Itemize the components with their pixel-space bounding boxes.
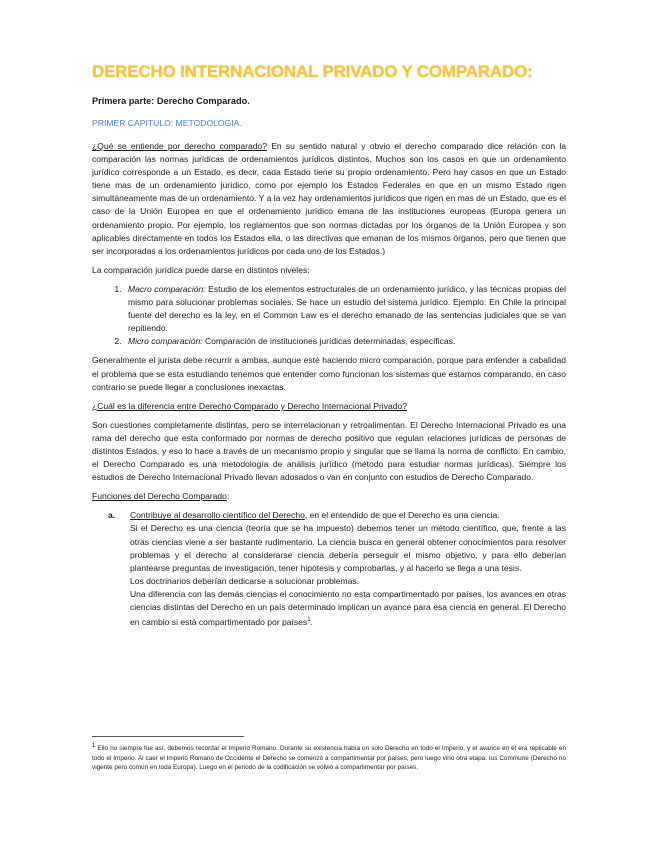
- paragraph-definition: [92, 140, 566, 258]
- question-heading: ¿Qué se entiende por derecho comparado?: [92, 141, 268, 151]
- function-heading: Contribuye al desarrollo científico del Derecho: [130, 510, 305, 521]
- chapter-heading: PRIMER CAPITULO: METODOLOGIA.: [92, 118, 242, 128]
- footnote: [92, 742, 566, 772]
- functions-list: [92, 509, 566, 629]
- level-label: Micro comparación:: [128, 336, 203, 347]
- functions-heading: Funciones del Derecho Comparado:: [92, 491, 230, 502]
- footnote-divider: [92, 736, 244, 737]
- paragraph-difference: Son cuestiones completamente distintas, pero se interrelacionan y retroalimentan. El Derecho Internacional Privado es una rama del derecho que esta conformado por normas de derecho positivo que regulan relaciones jurídicas de personas de distintos Estados, y eso lo hace a través de un mecanismo propio y singular que se llama la norma de conflicto. En cambio, el Derecho Comparado es una metodología de análisis jurídico (método para estudiar normas jurídicas). Siempre los estudios de Derecho Internacional Privado llevan adosados o van en conjunto con estudios de Derecho Comparado.: [92, 419, 566, 483]
- footnote-ref[interactable]: 1: [307, 617, 311, 624]
- level-text: Comparación de instituciones jurídicas determinadas, específicas.: [202, 336, 456, 347]
- function-line: Los doctrinarios deberían dedicarse a solucionar problemas.: [130, 575, 359, 586]
- list-item: a. Contribuye al desarrollo científico del Derecho, en el entendido de que el Derecho es una ciencia. Si el Derecho es una ciencia (teoría que se ha impuesto) debemos tener un método científico, que, frente a las otras ciencias viene a ser bastante rudimentario. La ciencia busca en general obtener conocimientos para resolver problemas y el derecho al considerarse ciencia debería perseguir el mismo objetivo, y para ello deberían plantearse preguntas de investigación, tener hipótesis y comprobarlas, y al hacerlo se llega a una tesis. Los doctrinarios deberían dedicarse a solucionar problemas. Una diferencia con las demás ciencias el conocimiento no esta compartimentado por países, los avances en otras ciencias distintas del Derecho en un país determinado implican un avance para esa ciencia en general. El Derecho en cambio si está compartimentado por países$^1$.: [130, 509, 566, 629]
- levels-list: [92, 283, 566, 348]
- paragraph-text: En su sentido natural y obvio el derecho comparado dice relación con la comparación las normas jurídicas de ordenamientos jurídicos distintos. Muchos son los casos en que un ordenamiento jurídico corresponde a un Estado, es decir, cada Estado tiene su propio ordenamiento. Pero hay casos en que un Estado tiene mas de un ordenamiento jurídico, como por ejemplo los Estados Federales en que en un mismo Estado rigen simultáneamente mas de un ordenamiento. Y a la vez hay ordenamientos jurídicos que rigen en mas de un Estado, que es el caso de la Unión Europea en que el ordenamiento jurídico emana de las instituciones europeas (Europa genera un ordenamiento propio. Por ejemplo, los reglamentos que son normas dictadas por los órganos de la Unión Europea y son aplicables directamente en todos los Estados ella, o las directivas que emanan de los mismos órganos, pero que tienen que ser incorporadas a los ordenamientos jurídicos por cada uno de los Estados.): [92, 141, 566, 256]
- level-label: Macro comparación:: [128, 283, 206, 294]
- level-text: Estudio de los elementos estructurales de un ordenamiento jurídico, y las técnicas propias del mismo para solucionar problemas sociales. Se hace un estudio del sistema jurídico. Ejemplo: En Chile la principal fuente del derecho es la ley, en el Common Law es el derecho emanado de las sentencias judiciales que se van repitiendo.: [128, 283, 566, 334]
- paragraph-jurist: Generalmente el jurista debe recurrir a ambas, aunque esté haciendo micro comparación, porque para entender a cabalidad el problema que se esta estudiando tenemos que entender como funcionan los sistemas que estamos comparando, en caso contrario se puede llegar a conclusiones inexactas.: [92, 355, 566, 392]
- footnote-number: 1: [92, 743, 96, 749]
- document-page: [92, 62, 566, 629]
- question-difference: [92, 400, 566, 413]
- function-line: Una diferencia con las demás ciencias el conocimiento no esta compartimentado por países, los avances en otras ciencias distintas del Derecho en un país determinado implican un avance para esa ciencia en general. El Derecho en cambio si está compartimentado por países$^1$.: [130, 588, 566, 627]
- function-line: Si el Derecho es una ciencia (teoría que se ha impuesto) debemos tener un método científico, que, frente a las otras ciencias viene a ser bastante rudimentario. La ciencia busca en general obtener conocimientos para resolver problemas y el derecho al considerarse ciencia debería perseguir el mismo objetivo, y para ello deberían plantearse preguntas de investigación, tener hipótesis y comprobarlas, y al hacerlo se llega a una tesis.: [130, 523, 566, 573]
- list-marker: a.: [108, 510, 116, 521]
- paragraph-levels-intro: La comparación jurídica puede darse en distintos niveles:: [92, 264, 310, 275]
- part-heading: Primera parte: Derecho Comparado.: [92, 96, 250, 106]
- question-heading: ¿Cuál es la diferencia entre Derecho Comparado y Derecho Internacional Privado?: [92, 400, 407, 411]
- footnote-text: Ello no siempre fue así, debemos recordar el Imperio Romano. Durante su existencia había un solo Derecho en todo el Imperio, y el avance en él era replicable en todo el Imperio. Al caer el Imperio Romano de Occidente el Derecho se comenzó a compartimentar por países, pero luego vino otra etapa: Ius Commune (Derecho no vigente pero común en toda Europa). Luego en el periodo de la codificación se volvió a compartimentar por países.: [92, 745, 566, 771]
- list-item: [124, 335, 566, 348]
- document-title: DERECHO INTERNACIONAL PRIVADO Y COMPARADO:: [92, 62, 533, 81]
- list-item: [124, 283, 566, 335]
